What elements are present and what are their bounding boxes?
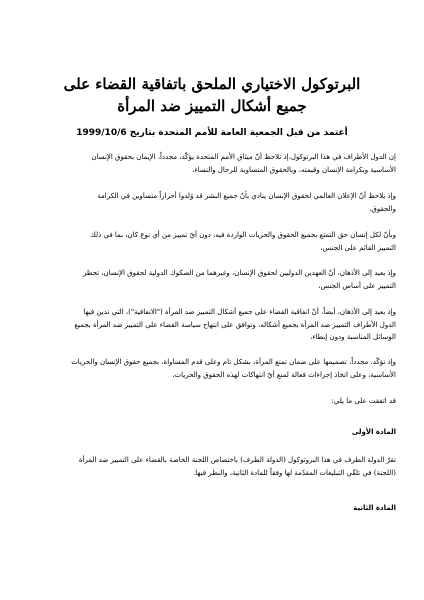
paragraph-line: وإذ يعيد إلى الأذهان، أنّ العهدين الدوليين لحقوق الإنسان، وغيرهما من الصكوك الدولية لحقوق الإنسان، تحظر xyxy=(82,269,396,277)
paragraph-line: قد اتفقت على ما يلي: xyxy=(331,397,396,405)
article-1-paragraph xyxy=(28,454,396,479)
paragraph-line: التمييز على أساس الجنس، xyxy=(318,281,396,290)
paragraph-line: وإذ يلاحظ أنّ الإعلان العالمي لحقوق الإنسان ينادي بأنّ جميع البشر قد وُلدوا أحراراً متساوين في الكرامة xyxy=(97,192,396,200)
preamble-paragraph-5 xyxy=(28,306,396,344)
paragraph-line: وإذ تؤكّد، مجدداً، تصميمها على ضمان تمتع المرأة، بشكل تام وعلى قدم المساواة، بجميع حقوق الإنسان والحريات xyxy=(71,358,396,366)
adoption-date-subtitle: أعتمد من قبل الجمعية العامة للأمم المتحدة بتاريخ 1999/10/6 xyxy=(76,128,348,138)
paragraph-line: الأساسية وبكرامة الإنسان وقيمته، وبالحقوق المتساوية للرجال والنساء، xyxy=(192,165,396,174)
agreement-statement xyxy=(28,395,396,408)
document-title-line-2: جميع أشكال التمييز ضد المرأة xyxy=(117,97,307,115)
paragraph-line: التمييز القائم على الجنس، xyxy=(320,243,396,252)
paragraph-line: الأساسية، وعلى اتخاذ إجراءات فعالة لمنع أيّ انتهاكات لهذه الحقوق والحريات، xyxy=(172,370,396,379)
paragraph-line: تقرّ الدولة الطرف في هذا البروتوكول (الدولة الطرف) باختصاص اللجنة الخاصة بالقضاء على التمييز ضد المرأة xyxy=(78,456,396,464)
preamble-paragraph-3 xyxy=(28,229,396,254)
preamble-paragraph-6 xyxy=(28,356,396,381)
article-1-heading: المادة الأولى xyxy=(351,428,396,436)
article-2-heading: المادة الثانية xyxy=(353,504,396,512)
paragraph-line: إن الدول الأطراف في هذا البرتوكول،إذ تلاحظ أنّ ميثاق الأمم المتحدة يؤكّد، مجدداً، الإيمان بحقوق الإنسان xyxy=(91,153,396,161)
paragraph-line: الدول الأطراف التمييز ضد المرأة بجميع أشكاله، وتوافق على انتهاج سياسة القضاء على التمييز ضد المرأة بجميع xyxy=(74,320,396,329)
preamble-paragraph-4 xyxy=(28,267,396,292)
document-title-line-1: البرتوكول الاختياري الملحق باتفاقية القضاء على xyxy=(63,75,361,93)
paragraph-line: (اللجنة) في تلقّي التبليغات المقدّمة لها وفقاً للمادة الثانية، والنظر فيها. xyxy=(193,468,396,477)
paragraph-line: وإذ يعيد إلى الأذهان، أيضاً، أنّ اتفاقية القضاء على جميع أشكال التمييز ضد المرأة ("الاتفاقية")، التي تدين فيها xyxy=(83,308,396,316)
paragraph-line: والحقوق، xyxy=(369,204,396,213)
preamble-paragraph-1 xyxy=(28,151,396,176)
preamble-paragraph-2 xyxy=(28,190,396,215)
paragraph-line: وبأنّ لكل إنسان حق التمتع بجميع الحقوق والحريات الواردة فيه، دون أيّ تمييز من أي نوع كان، بما في ذلك xyxy=(90,231,396,239)
paragraph-line: الوسائل المناسبة ودون إبطاء، xyxy=(309,333,396,341)
